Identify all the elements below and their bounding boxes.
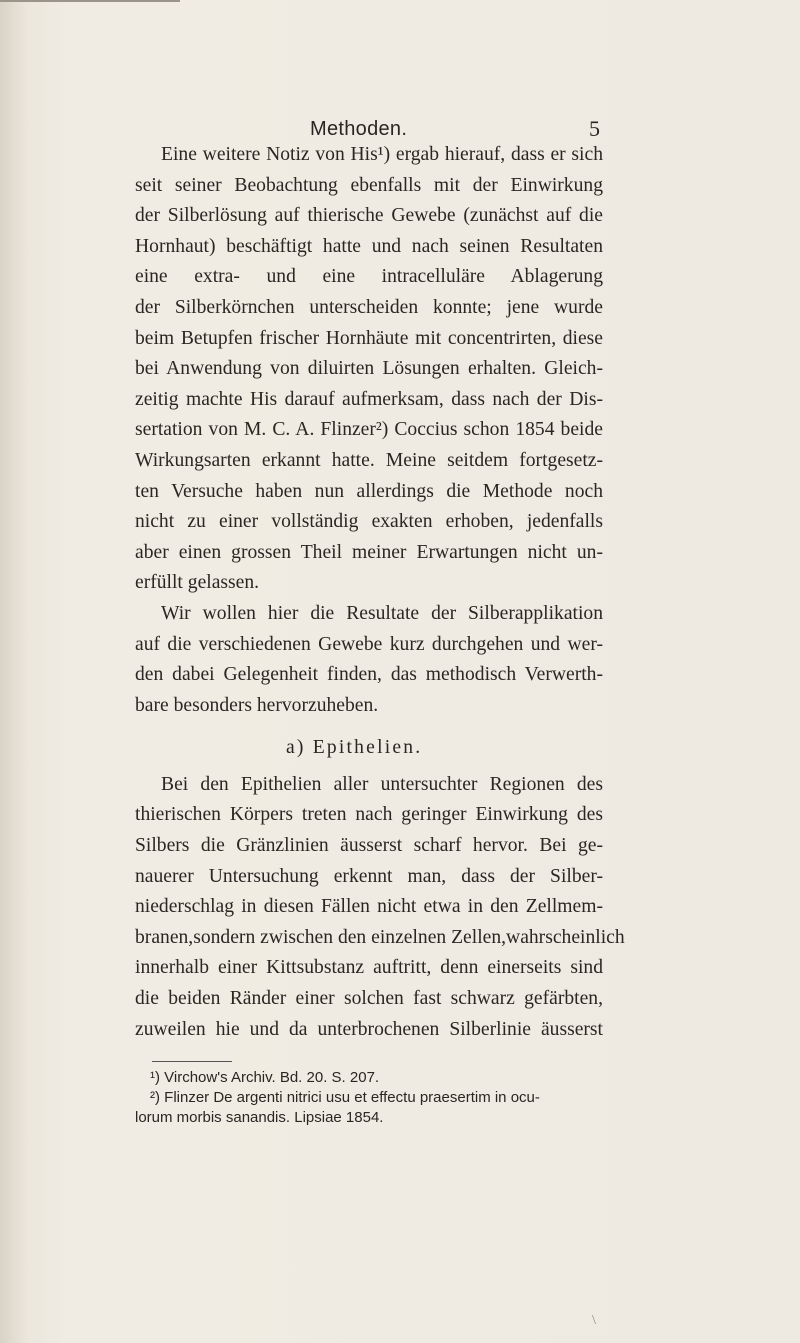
text-line: branen,sondern zwischen den einzelnen Zellen,wahrscheinlich — [135, 926, 625, 948]
text-line: Silbers die Gränzlinien äusserst scharf hervor. Bei ge- — [135, 835, 603, 857]
text-line: niederschlag in diesen Fällen nicht etwa in den Zellmem- — [135, 896, 603, 918]
text-line: Wirkungsarten erkannt hatte. Meine seitdem fortgesetz- — [135, 449, 603, 471]
paragraph-3 — [135, 770, 625, 1045]
text-line: die beiden Ränder einer solchen fast schwarz gefärbten, — [135, 988, 603, 1010]
running-title: Methoden. — [310, 118, 408, 140]
body-text — [135, 140, 625, 1045]
page-number: 5 — [589, 116, 600, 141]
footnote-1: ¹) Virchow's Archiv. Bd. 20. S. 207. — [150, 1069, 380, 1086]
text-line: der Silberkörnchen unterscheiden konnte; jene wurde — [135, 296, 603, 318]
footnote-2: ²) Flinzer De argenti nitrici usu et effectu praesertim in ocu- — [150, 1089, 540, 1106]
paragraph-2 — [135, 599, 603, 721]
text-line: den dabei Gelegenheit finden, das methodisch Verwerth- — [135, 664, 603, 686]
text-line: ten Versuche haben nun allerdings die Methode noch — [135, 480, 603, 502]
text-line: seit seiner Beobachtung ebenfalls mit der Einwirkung — [135, 174, 603, 196]
text-line: erfüllt gelassen. — [135, 572, 260, 594]
corner-mark: \ — [592, 1313, 596, 1328]
text-line: Hornhaut) beschäftigt hatte und nach seinen Resultaten — [135, 235, 603, 257]
text-line: eine extra- und eine intracelluläre Ablagerung — [135, 266, 603, 288]
text-line: sertation von M. C. A. Flinzer²) Coccius schon 1854 beide — [135, 419, 603, 441]
text-line: zeitig machte His darauf aufmerksam, dass nach der Dis- — [135, 388, 603, 410]
text-line: thierischen Körpers treten nach geringer Einwirkung des — [135, 804, 603, 826]
text-line: nauerer Untersuchung erkennt man, dass der Silber- — [135, 865, 603, 887]
text-line: zuweilen hie und da unterbrochenen Silberlinie äusserst — [135, 1018, 603, 1040]
text-line: bei Anwendung von diluirten Lösungen erhalten. Gleich- — [135, 358, 603, 380]
text-line: Bei den Epithelien aller untersuchter Regionen des — [161, 773, 603, 795]
section-heading: a) Epithelien. — [286, 737, 423, 759]
text-line: beim Betupfen frischer Hornhäute mit concentrirten, diese — [135, 327, 603, 349]
text-line: nicht zu einer vollständig exakten erhoben, jedenfalls — [135, 511, 603, 533]
page-header — [0, 92, 800, 141]
footnotes — [135, 1068, 603, 1128]
text-line: der Silberlösung auf thierische Gewebe (zunächst auf die — [135, 205, 603, 227]
footnote-rule — [152, 1061, 232, 1062]
text-line: innerhalb einer Kittsubstanz auftritt, denn einerseits sind — [135, 957, 603, 979]
top-edge-line — [0, 0, 180, 2]
text-line: aber einen grossen Theil meiner Erwartungen nicht un- — [135, 541, 603, 563]
text-line: Eine weitere Notiz von His¹) ergab hierauf, dass er sich — [161, 144, 603, 165]
text-line: auf die verschiedenen Gewebe kurz durchgehen und wer- — [135, 633, 603, 655]
text-line: bare besonders hervorzuheben. — [135, 694, 379, 716]
footnote-2-continuation: lorum morbis sanandis. Lipsiae 1854. — [135, 1109, 384, 1126]
text-line: Wir wollen hier die Resultate der Silberapplikation — [161, 602, 603, 624]
paragraph-1 — [135, 140, 603, 599]
